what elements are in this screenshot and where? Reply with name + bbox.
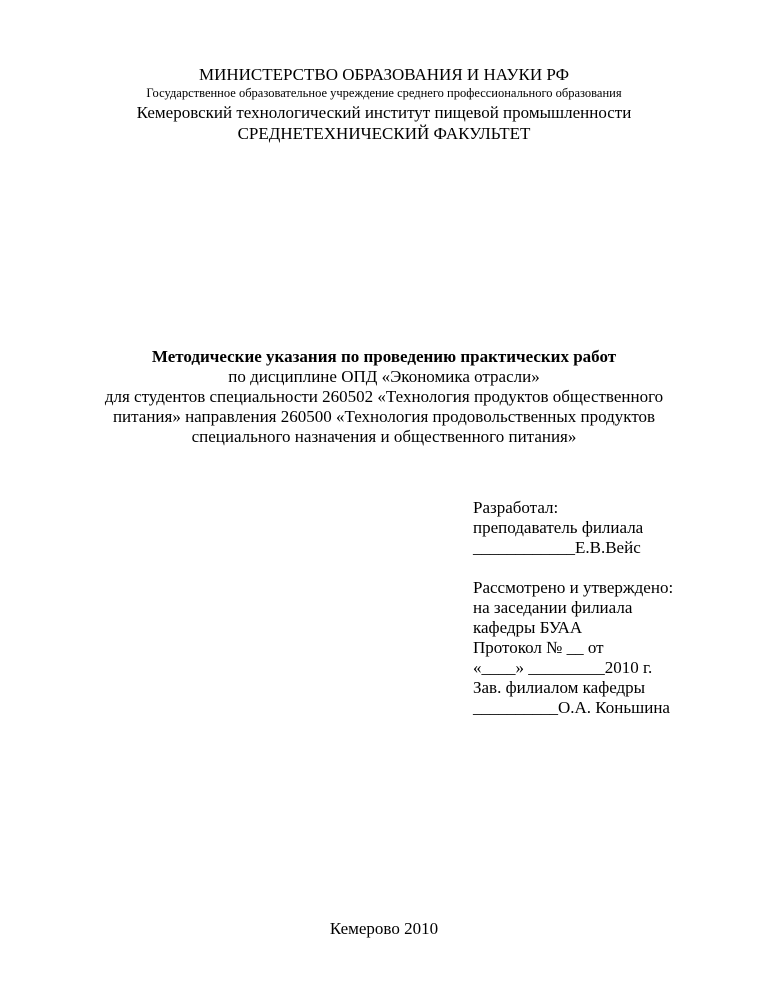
protocol-line: Протокол № __ от <box>473 638 604 657</box>
head-signature: __________О.А. Коньшина <box>473 698 670 717</box>
document-title: Методические указания по проведению практических работ <box>151 347 617 366</box>
faculty-name: СРЕДНЕТЕХНИЧЕСКИЙ ФАКУЛЬТЕТ <box>237 124 531 143</box>
meeting-line: на заседании филиала <box>473 598 633 617</box>
spacer <box>473 558 753 578</box>
developed-label: Разработал: <box>473 498 559 517</box>
title-line: для студентов специальности 260502 «Технология продуктов общественного <box>104 387 664 406</box>
footer-city-year: Кемерово 2010 <box>329 919 439 938</box>
department-line: кафедры БУАА <box>473 618 583 637</box>
title-line: по дисциплине ОПД «Экономика отрасли» <box>228 367 540 386</box>
title-line: специального назначения и общественного питания» <box>191 427 577 446</box>
date-line: «____» _________2010 г. <box>473 658 653 677</box>
developer-signature: ____________Е.В.Вейс <box>473 538 641 557</box>
reviewed-label: Рассмотрено и утверждено: <box>473 578 674 597</box>
institution-type: Государственное образовательное учреждение среднего профессионального образования <box>146 86 622 100</box>
document-title-block <box>0 347 768 447</box>
head-position: Зав. филиалом кафедры <box>473 678 646 697</box>
header-block <box>0 64 768 144</box>
ministry-heading: МИНИСТЕРСТВО ОБРАЗОВАНИЯ И НАУКИ РФ <box>198 65 570 84</box>
institute-name: Кемеровский технологический институт пищевой промышленности <box>136 103 632 122</box>
title-line: питания» направления 260500 «Технология продовольственных продуктов <box>112 407 656 426</box>
approval-block <box>473 498 753 718</box>
developer-position: преподаватель филиала <box>473 518 644 537</box>
